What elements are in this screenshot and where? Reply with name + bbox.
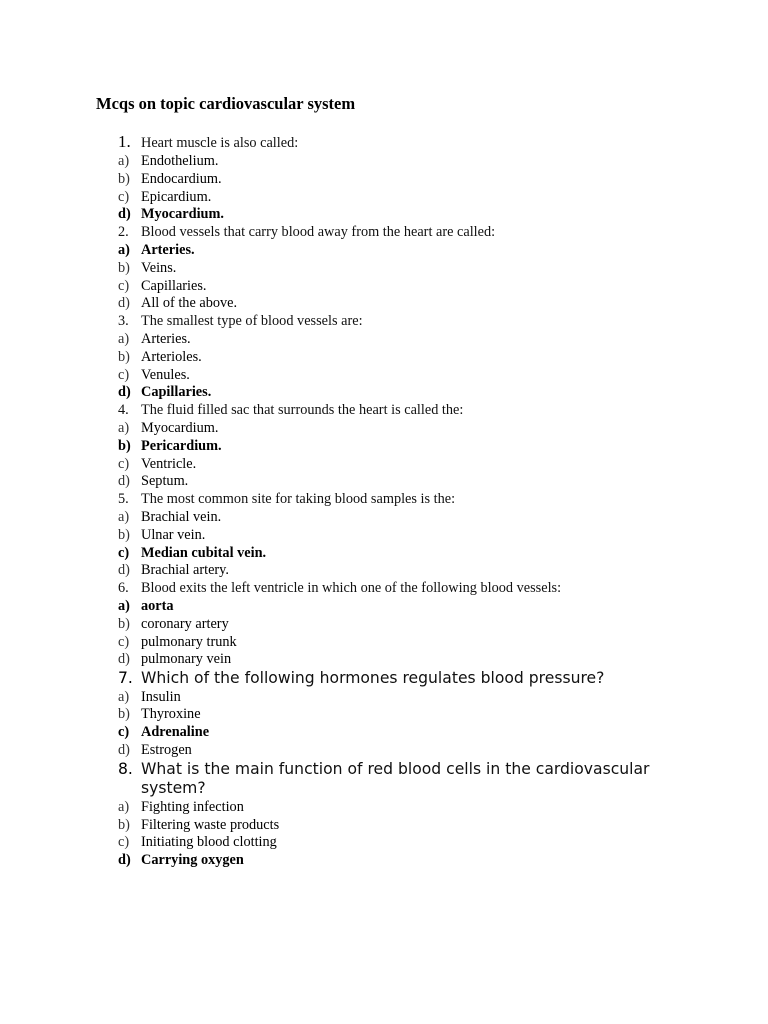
question-text: Blood vessels that carry blood away from the heart are called: — [141, 224, 496, 241]
option-5c-answer — [0, 545, 768, 563]
option-letter: c) — [118, 188, 130, 205]
question-1 — [0, 130, 768, 153]
question-number: 8. — [118, 759, 133, 778]
option-5b — [0, 527, 768, 545]
option-6a-answer — [0, 598, 768, 616]
option-3b — [0, 349, 768, 367]
option-letter: b) — [118, 615, 130, 632]
question-3 — [0, 313, 768, 331]
option-letter: c) — [118, 277, 130, 294]
option-letter: c) — [118, 455, 130, 472]
option-8d-answer — [0, 852, 768, 870]
option-text: Veins. — [141, 259, 177, 276]
option-letter: a) — [118, 508, 130, 525]
question-text: The smallest type of blood vessels are: — [141, 313, 363, 330]
option-text: Endothelium. — [141, 153, 219, 169]
option-4a — [0, 420, 768, 438]
option-text: pulmonary trunk — [141, 633, 237, 650]
option-text: Brachial artery. — [141, 562, 229, 579]
question-number: 2. — [118, 224, 129, 241]
option-3a — [0, 331, 768, 349]
option-text: Brachial vein. — [141, 508, 222, 525]
option-6c — [0, 634, 768, 652]
option-5a — [0, 509, 768, 527]
option-letter: a) — [118, 688, 130, 705]
option-letter: c) — [118, 834, 130, 851]
option-letter: b) — [118, 348, 130, 365]
option-text: Epicardium. — [141, 188, 212, 205]
option-2d — [0, 295, 768, 313]
question-8 — [0, 760, 768, 799]
option-text: Thyroxine — [141, 706, 201, 723]
question-number: 6. — [118, 580, 129, 597]
option-text: Ulnar vein. — [141, 526, 206, 543]
option-letter: b) — [118, 170, 130, 187]
option-letter: a) — [118, 798, 130, 815]
option-text: Arterioles. — [141, 348, 202, 365]
question-text: The fluid filled sac that surrounds the heart is called the: — [141, 402, 464, 419]
option-7d — [0, 742, 768, 760]
option-3c — [0, 367, 768, 385]
option-4c — [0, 456, 768, 474]
option-letter: d) — [118, 206, 131, 223]
option-8c — [0, 834, 768, 852]
option-text: Myocardium. — [141, 419, 219, 436]
question-text: Heart muscle is also called: — [141, 135, 299, 151]
option-text: Arteries. — [141, 330, 191, 347]
option-letter: b) — [118, 437, 131, 454]
option-text: Estrogen — [141, 742, 192, 758]
option-text: pulmonary vein — [141, 651, 232, 668]
option-6d — [0, 651, 768, 669]
option-7b — [0, 706, 768, 724]
option-text: Initiating blood clotting — [141, 834, 277, 851]
option-text: Fighting infection — [141, 798, 244, 815]
question-text: What is the main function of red blood cells in the cardiovascular system? — [141, 759, 650, 798]
question-number: 5. — [118, 491, 129, 508]
option-text: Capillaries. — [141, 384, 212, 401]
question-text: Blood exits the left ventricle in which one of the following blood vessels: — [141, 580, 562, 597]
option-text: Carrying oxygen — [141, 852, 244, 869]
option-7c-answer — [0, 724, 768, 742]
option-6b — [0, 616, 768, 634]
question-2 — [0, 224, 768, 242]
option-letter: a) — [118, 419, 130, 436]
option-8b — [0, 817, 768, 835]
option-letter: b) — [118, 816, 130, 833]
option-text: All of the above. — [141, 295, 238, 312]
option-2b — [0, 260, 768, 278]
option-text: Pericardium. — [141, 437, 222, 454]
question-4 — [0, 402, 768, 420]
question-5 — [0, 491, 768, 509]
option-letter: c) — [118, 366, 130, 383]
option-text: aorta — [141, 597, 174, 614]
option-1b — [0, 171, 768, 189]
option-4b-answer — [0, 438, 768, 456]
option-text: Ventricle. — [141, 455, 197, 472]
question-text: The most common site for taking blood samples is the: — [141, 491, 456, 508]
option-letter: a) — [118, 241, 130, 258]
question-6 — [0, 580, 768, 598]
option-4d — [0, 473, 768, 491]
option-letter: d) — [118, 651, 130, 668]
option-text: Filtering waste products — [141, 816, 280, 833]
question-7 — [0, 669, 768, 689]
option-letter: b) — [118, 259, 130, 276]
option-2a-answer — [0, 242, 768, 260]
option-1a — [0, 153, 768, 171]
question-number: 1. — [118, 132, 131, 151]
option-text: Capillaries. — [141, 277, 207, 294]
option-letter: a) — [118, 597, 130, 614]
option-text: Adrenaline — [141, 724, 210, 741]
option-letter: a) — [118, 153, 130, 169]
option-text: Myocardium. — [141, 206, 224, 223]
option-8a — [0, 799, 768, 817]
question-number: 3. — [118, 313, 129, 330]
question-number: 4. — [118, 402, 129, 419]
option-letter: d) — [118, 852, 131, 869]
option-letter: b) — [118, 526, 130, 543]
question-number: 7. — [118, 669, 133, 688]
option-letter: c) — [118, 544, 130, 561]
option-letter: c) — [118, 724, 130, 741]
option-letter: c) — [118, 633, 130, 650]
option-letter: d) — [118, 742, 130, 758]
option-text: Arteries. — [141, 241, 195, 258]
option-5d — [0, 562, 768, 580]
option-2c — [0, 278, 768, 296]
question-text: Which of the following hormones regulates blood pressure? — [141, 669, 605, 688]
option-text: Venules. — [141, 366, 190, 383]
option-text: Median cubital vein. — [141, 544, 267, 561]
option-3d-answer — [0, 384, 768, 402]
option-letter: d) — [118, 295, 130, 312]
option-letter: d) — [118, 384, 131, 401]
question-list — [0, 130, 768, 870]
option-text: coronary artery — [141, 615, 229, 632]
option-text: Insulin — [141, 688, 181, 705]
option-letter: b) — [118, 706, 130, 723]
option-letter: a) — [118, 330, 130, 347]
option-text: Endocardium. — [141, 170, 222, 187]
option-text: Septum. — [141, 473, 189, 490]
page-title: Mcqs on topic cardiovascular system — [96, 94, 356, 113]
option-1d-answer — [0, 206, 768, 224]
option-letter: d) — [118, 473, 130, 490]
option-1c — [0, 189, 768, 207]
option-7a — [0, 689, 768, 707]
option-letter: d) — [118, 562, 130, 579]
